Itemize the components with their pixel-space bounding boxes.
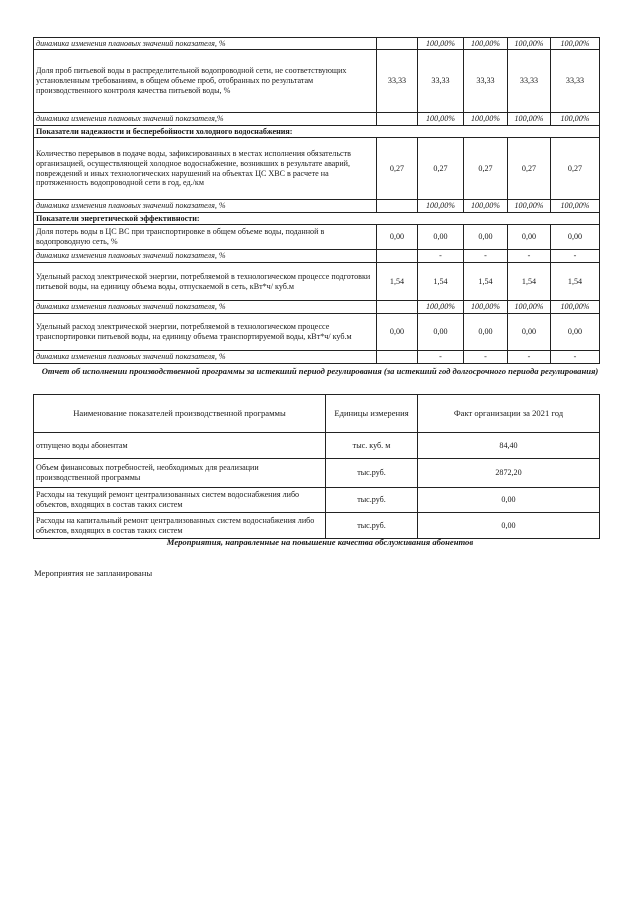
value-cell: 100,00% — [508, 38, 551, 50]
report-row — [34, 488, 600, 513]
value-cell: 33,33 — [508, 50, 551, 113]
indicator-label: динамика изменения плановых значений показателя, % — [34, 351, 377, 364]
value-cell: 100,00% — [551, 200, 600, 213]
section-row — [34, 213, 600, 225]
value-cell: - — [508, 351, 551, 364]
dynamics-row — [34, 351, 600, 364]
indicator-label: динамика изменения плановых значений показателя, % — [34, 200, 377, 213]
value-cell: 33,33 — [418, 50, 464, 113]
dynamics-row — [34, 301, 600, 314]
value-cell: 0,27 — [551, 138, 600, 200]
report-fact-cell: 0,00 — [418, 488, 600, 513]
value-cell — [377, 113, 418, 126]
indicator-row — [34, 314, 600, 351]
report-unit-cell: тыс. куб. м — [326, 433, 418, 459]
value-cell: - — [551, 351, 600, 364]
value-cell — [377, 301, 418, 314]
value-cell: 0,27 — [464, 138, 508, 200]
indicator-label: Доля проб питьевой воды в распределительной водопроводной сети, не соответствующих установленным требованиям, в общем объеме проб, отобранных по результатам производственного контроля качества питьевой воды, % — [34, 50, 377, 113]
report-unit-cell: тыс.руб. — [326, 513, 418, 539]
value-cell: 0,00 — [418, 225, 464, 250]
measures-note: Мероприятия не запланированы — [34, 568, 153, 578]
value-cell: 100,00% — [508, 301, 551, 314]
indicator-label: динамика изменения плановых значений показателя, % — [34, 38, 377, 50]
indicator-row — [34, 138, 600, 200]
value-cell: - — [464, 250, 508, 263]
dynamics-row — [34, 113, 600, 126]
value-cell: 1,54 — [464, 263, 508, 301]
value-cell: 100,00% — [508, 113, 551, 126]
value-cell: 100,00% — [551, 113, 600, 126]
value-cell: 1,54 — [377, 263, 418, 301]
header-name: Наименование показателей производственной программы — [34, 395, 326, 433]
report-header-row — [34, 395, 600, 433]
value-cell: 0,00 — [551, 225, 600, 250]
value-cell: - — [418, 250, 464, 263]
value-cell: 100,00% — [464, 38, 508, 50]
value-cell: 100,00% — [464, 113, 508, 126]
value-cell — [377, 351, 418, 364]
report-name-cell: Расходы на текущий ремонт централизованных систем водоснабжения либо объектов, входящих в состав таких систем — [34, 488, 326, 513]
indicator-row — [34, 225, 600, 250]
value-cell: 33,33 — [551, 50, 600, 113]
value-cell: 100,00% — [508, 200, 551, 213]
report-row — [34, 459, 600, 488]
value-cell: 0,00 — [377, 225, 418, 250]
report-name-cell: Расходы на капитальный ремонт централизованных систем водоснабжения либо объектов, входящих в состав таких систем — [34, 513, 326, 539]
value-cell: 100,00% — [418, 113, 464, 126]
report-unit-cell: тыс.руб. — [326, 488, 418, 513]
value-cell: 0,27 — [508, 138, 551, 200]
value-cell: - — [418, 351, 464, 364]
value-cell: 100,00% — [464, 200, 508, 213]
indicators-table — [33, 37, 600, 364]
indicator-label: Удельный расход электрической энергии, потребляемой в технологическом процессе подготовки питьевой воды, на единицу объема воды, отпускаемой в сеть, кВт*ч/ куб.м — [34, 263, 377, 301]
header-fact: Факт организации за 2021 год — [418, 395, 600, 433]
report-title: Отчет об исполнении производственной программы за истекший период регулирования (за истекший год долгосрочного периода регулирования) — [41, 366, 599, 376]
report-row — [34, 513, 600, 539]
report-fact-cell: 84,40 — [418, 433, 600, 459]
value-cell: 0,00 — [464, 225, 508, 250]
report-fact-cell: 0,00 — [418, 513, 600, 539]
value-cell: 0,00 — [508, 225, 551, 250]
indicator-label: динамика изменения плановых значений показателя,% — [34, 113, 377, 126]
value-cell — [377, 200, 418, 213]
value-cell: 0,27 — [377, 138, 418, 200]
indicator-label: Доля потерь воды в ЦС ВС при транспортировке в общем объеме воды, поданной в водопроводную сеть, % — [34, 225, 377, 250]
report-name-cell: Объем финансовых потребностей, необходимых для реализации производственной программы — [34, 459, 326, 488]
report-fact-cell: 2872,20 — [418, 459, 600, 488]
indicator-label: Количество перерывов в подаче воды, зафиксированных в местах исполнения обязательств организацией, осуществляющей холодное водоснабжение, возникших в результате аварий, повреждений и иных технологических нарушений на объектах ЦС ХВС в расчете на протяженность водопроводной сети в год, ед./км — [34, 138, 377, 200]
report-table — [33, 394, 600, 539]
value-cell: - — [508, 250, 551, 263]
value-cell: 0,00 — [508, 314, 551, 351]
indicator-label: динамика изменения плановых значений показателя, % — [34, 250, 377, 263]
value-cell: 100,00% — [418, 301, 464, 314]
value-cell: 100,00% — [418, 38, 464, 50]
value-cell: - — [464, 351, 508, 364]
value-cell: 100,00% — [551, 301, 600, 314]
section-label: Показатели энергетической эффективности: — [34, 213, 600, 225]
indicator-row — [34, 50, 600, 113]
section-label: Показатели надежности и бесперебойности холодного водоснабжения: — [34, 126, 600, 138]
indicator-row — [34, 263, 600, 301]
value-cell — [377, 250, 418, 263]
value-cell: 100,00% — [418, 200, 464, 213]
value-cell: 100,00% — [464, 301, 508, 314]
report-unit-cell: тыс.руб. — [326, 459, 418, 488]
value-cell: 0,00 — [377, 314, 418, 351]
header-unit: Единицы измерения — [326, 395, 418, 433]
indicator-label: динамика изменения плановых значений показателя, % — [34, 301, 377, 314]
value-cell: 1,54 — [508, 263, 551, 301]
section-row — [34, 126, 600, 138]
value-cell: 0,00 — [551, 314, 600, 351]
value-cell: 1,54 — [551, 263, 600, 301]
report-name-cell: отпущено воды абонентам — [34, 433, 326, 459]
value-cell: 0,27 — [418, 138, 464, 200]
report-row — [34, 433, 600, 459]
dynamics-row — [34, 200, 600, 213]
dynamics-row — [34, 38, 600, 50]
dynamics-row — [34, 250, 600, 263]
value-cell — [377, 38, 418, 50]
value-cell: 33,33 — [464, 50, 508, 113]
value-cell: 0,00 — [464, 314, 508, 351]
value-cell: 0,00 — [418, 314, 464, 351]
value-cell: 33,33 — [377, 50, 418, 113]
measures-title: Мероприятия, направленные на повышение качества обслуживания абонентов — [166, 537, 474, 547]
value-cell: 100,00% — [551, 38, 600, 50]
value-cell: - — [551, 250, 600, 263]
value-cell: 1,54 — [418, 263, 464, 301]
indicator-label: Удельный расход электрической энергии, потребляемой в технологическом процессе транспортировки питьевой воды, на единицу объема транспортируемой воды, кВт*ч/ куб.м — [34, 314, 377, 351]
